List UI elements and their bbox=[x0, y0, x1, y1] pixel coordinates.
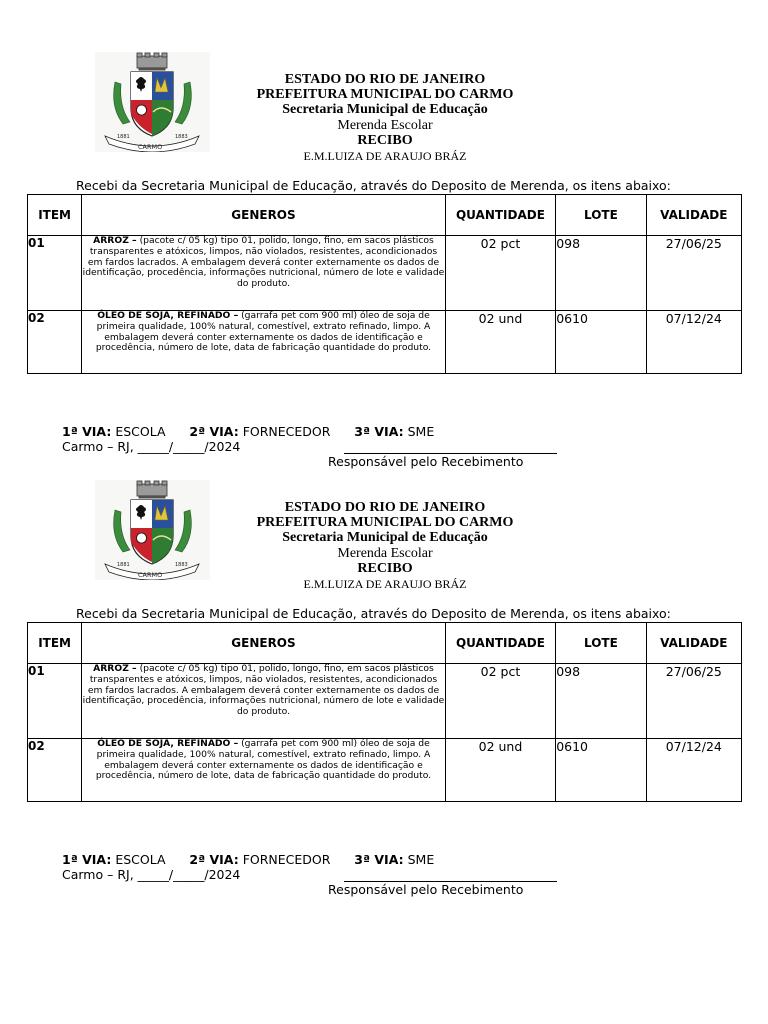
signature-label: Responsável pelo Recebimento bbox=[328, 454, 524, 469]
receipt-copy-2 bbox=[0, 480, 768, 900]
copy-distribution bbox=[62, 852, 434, 867]
municipal-coat-of-arms-icon bbox=[95, 52, 210, 152]
header-school: E.M.LUIZA DE ARAUJO BRÁZ bbox=[303, 577, 467, 591]
items-table bbox=[27, 622, 742, 802]
header-secretaria: Secretaria Municipal de Educação bbox=[282, 530, 488, 545]
header-program: Merenda Escolar bbox=[337, 118, 433, 133]
table-row bbox=[28, 664, 742, 739]
col-header-validade: VALIDADE bbox=[646, 623, 741, 664]
table-header-row bbox=[28, 195, 742, 236]
header-state: ESTADO DO RIO DE JANEIRO bbox=[284, 72, 486, 87]
header-state: ESTADO DO RIO DE JANEIRO bbox=[284, 500, 486, 515]
crest-year-right: 1883 bbox=[175, 134, 188, 140]
intro-text: Recebi da Secretaria Municipal de Educação, através do Deposito de Merenda, os itens abaixo: bbox=[76, 178, 671, 193]
via-1-label: 1ª VIA: bbox=[62, 852, 112, 867]
crest-banner-text: CARMO bbox=[138, 143, 163, 151]
table-row bbox=[28, 739, 742, 802]
crest-year-right: 1883 bbox=[175, 562, 188, 568]
via-3-label: 3ª VIA: bbox=[354, 424, 404, 439]
place-date: Carmo – RJ, _____/_____/2024 bbox=[62, 439, 241, 454]
item-lote: 098 bbox=[556, 664, 646, 739]
intro-text: Recebi da Secretaria Municipal de Educação, através do Deposito de Merenda, os itens abaixo: bbox=[76, 606, 671, 621]
header-secretaria: Secretaria Municipal de Educação bbox=[282, 102, 488, 117]
crest-year-left: 1881 bbox=[117, 134, 130, 140]
item-validade: 27/06/25 bbox=[646, 236, 741, 311]
item-number: 01 bbox=[28, 664, 82, 739]
item-details: (garrafa pet com 900 ml) óleo de soja de primeira qualidade, 100% natural, comestível, extrato refinado, limpo. A embalagem deverá conter externamente os dados de identificação e procedência, número de lote, data de fabricação quantidade do produto. bbox=[95, 738, 432, 782]
via-2-label: 2ª VIA: bbox=[189, 424, 239, 439]
item-name: ÓLEO DE SOJA, REFINADO – bbox=[97, 738, 239, 749]
place-date: Carmo – RJ, _____/_____/2024 bbox=[62, 867, 241, 882]
col-header-quantidade: QUANTIDADE bbox=[445, 623, 555, 664]
col-header-quantidade: QUANTIDADE bbox=[445, 195, 555, 236]
item-description bbox=[82, 739, 446, 802]
via-3-value: SME bbox=[403, 852, 435, 867]
item-number: 01 bbox=[28, 236, 82, 311]
table-row bbox=[28, 236, 742, 311]
item-lote: 0610 bbox=[556, 739, 646, 802]
col-header-lote: LOTE bbox=[556, 623, 646, 664]
item-lote: 0610 bbox=[556, 311, 646, 374]
signature-label: Responsável pelo Recebimento bbox=[328, 882, 524, 897]
col-header-item: ITEM bbox=[28, 195, 82, 236]
via-1-label: 1ª VIA: bbox=[62, 424, 112, 439]
crest-year-left: 1881 bbox=[117, 562, 130, 568]
header-prefeitura: PREFEITURA MUNICIPAL DO CARMO bbox=[256, 515, 514, 530]
via-1-value: ESCOLA bbox=[111, 424, 166, 439]
col-header-validade: VALIDADE bbox=[646, 195, 741, 236]
item-details: (pacote c/ 05 kg) tipo 01, polido, longo, fino, em sacos plásticos transparentes e atóxicos, limpos, não violados, resistentes, acondicionados em fardos lacrados. A embalagem deverá conter externamente os dados de identificação, procedência, informações nutricional, número de lote e validade do produto. bbox=[82, 235, 445, 290]
via-2-label: 2ª VIA: bbox=[189, 852, 239, 867]
crest-banner-text: CARMO bbox=[138, 571, 163, 579]
item-description bbox=[82, 664, 446, 739]
col-header-generos: GENEROS bbox=[82, 195, 446, 236]
item-lote: 098 bbox=[556, 236, 646, 311]
items-table bbox=[27, 194, 742, 374]
item-description bbox=[82, 236, 446, 311]
item-validade: 07/12/24 bbox=[646, 739, 741, 802]
header-program: Merenda Escolar bbox=[337, 546, 433, 561]
via-1-value: ESCOLA bbox=[111, 852, 166, 867]
header-school: E.M.LUIZA DE ARAUJO BRÁZ bbox=[303, 149, 467, 163]
copy-distribution bbox=[62, 424, 434, 439]
col-header-item: ITEM bbox=[28, 623, 82, 664]
item-description bbox=[82, 311, 446, 374]
table-row bbox=[28, 311, 742, 374]
item-name: ARROZ – bbox=[93, 663, 137, 674]
via-2-value: FORNECEDOR bbox=[238, 852, 331, 867]
item-validade: 07/12/24 bbox=[646, 311, 741, 374]
municipal-coat-of-arms-icon bbox=[95, 480, 210, 580]
col-header-generos: GENEROS bbox=[82, 623, 446, 664]
via-3-value: SME bbox=[403, 424, 435, 439]
via-3-label: 3ª VIA: bbox=[354, 852, 404, 867]
table-header-row bbox=[28, 623, 742, 664]
item-name: ÓLEO DE SOJA, REFINADO – bbox=[97, 310, 239, 321]
item-name: ARROZ – bbox=[93, 235, 137, 246]
item-number: 02 bbox=[28, 739, 82, 802]
item-quantity: 02 pct bbox=[445, 664, 555, 739]
col-header-lote: LOTE bbox=[556, 195, 646, 236]
item-quantity: 02 und bbox=[445, 739, 555, 802]
via-2-value: FORNECEDOR bbox=[238, 424, 331, 439]
header-prefeitura: PREFEITURA MUNICIPAL DO CARMO bbox=[256, 87, 514, 102]
item-number: 02 bbox=[28, 311, 82, 374]
item-quantity: 02 pct bbox=[445, 236, 555, 311]
item-validade: 27/06/25 bbox=[646, 664, 741, 739]
receipt-copy-1 bbox=[0, 52, 768, 472]
header-doc-type: RECIBO bbox=[357, 133, 413, 148]
item-details: (pacote c/ 05 kg) tipo 01, polido, longo, fino, em sacos plásticos transparentes e atóxicos, limpos, não violados, resistentes, acondicionados em fardos lacrados. A embalagem deverá conter externamente os dados de identificação, procedência, informações nutricional, número de lote e validade do produto. bbox=[82, 663, 445, 718]
item-details: (garrafa pet com 900 ml) óleo de soja de primeira qualidade, 100% natural, comestível, extrato refinado, limpo. A embalagem deverá conter externamente os dados de identificação e procedência, número de lote, data de fabricação quantidade do produto. bbox=[95, 310, 432, 354]
header-doc-type: RECIBO bbox=[357, 561, 413, 576]
item-quantity: 02 und bbox=[445, 311, 555, 374]
